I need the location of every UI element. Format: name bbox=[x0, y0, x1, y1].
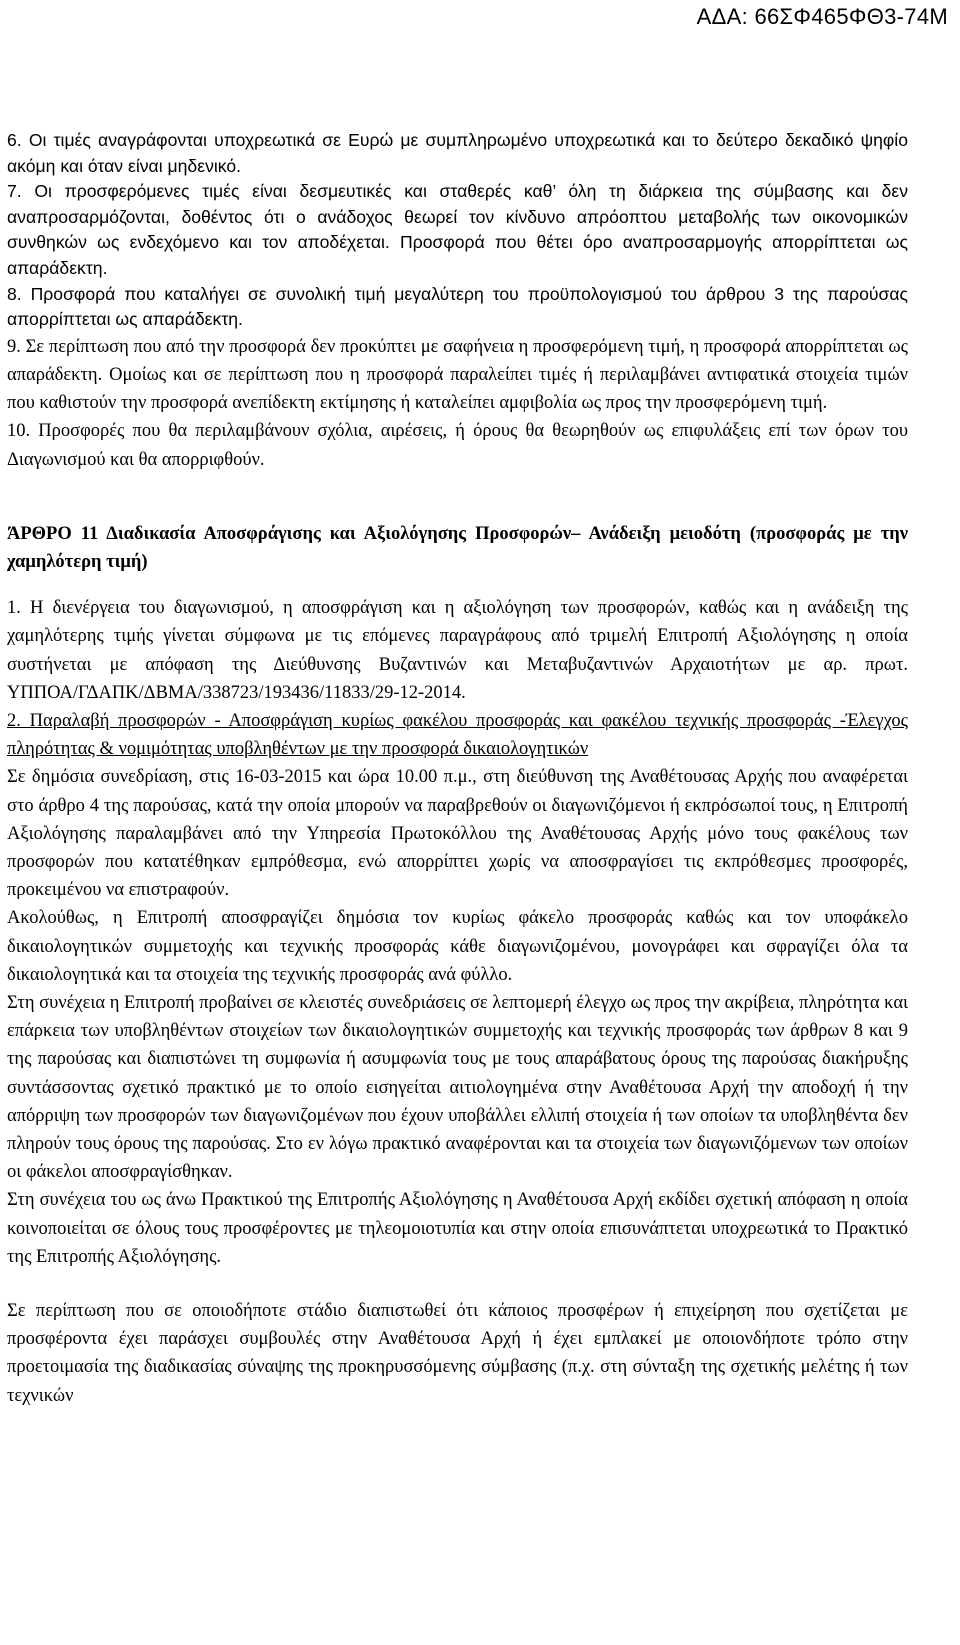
paragraph-2a: Σε δημόσια συνεδρίαση, στις 16-03-2015 και ώρα 10.00 π.μ., στη διεύθυνση της Αναθέτουσας Αρχής που αναφέρεται στο άρθρο 4 της παρούσας, κατά την οποία μπορούν να παραβρεθούν οι διαγωνιζόμενοι ή εκπρόσωποί τους, η Επιτροπή Αξιολόγησης παραλαμβάνει από την Υπηρεσία Πρωτοκόλλου της Αναθέτουσας Αρχής μόνο τους φακέλους των προσφορών που κατατέθηκαν εμπρόθεσμα, ενώ απορρίπτει χωρίς να αποσφραγίσει τις εκπρόθεσμες προσφορές, προκειμένου να επιστραφούν. bbox=[7, 767, 908, 901]
paragraph-1: 1. Η διενέργεια του διαγωνισμού, η αποσφράγιση και η αξιολόγηση των προσφορών, καθώς και η ανάδειξη της χαμηλότερης τιμής γίνεται σύμφωνα με τις επόμενες παραγράφους από τριμελή Επιτροπή Αξιολόγησης η οποία συστήνεται με απόφαση της Διεύθυνσης Βυζαντινών και Μεταβυζαντινών Αρχαιοτήτων με αρ. πρωτ. bbox=[7, 598, 908, 675]
item-8: 8. Προσφορά που καταλήγει σε συνολική τιμή μεγαλύτερη του προϋπολογισμού του άρθρου 3 της παρούσας απορρίπτεται ως απαράδεκτη. bbox=[7, 283, 908, 330]
item-10: 10. Προσφορές που θα περιλαμβάνουν σχόλια, αιρέσεις, ή όρους θα θεωρηθούν ως επιφυλάξεις επί των όρων του Διαγωνισμού και θα απορριφθούν. bbox=[7, 421, 908, 470]
paragraph-3: Σε περίπτωση που σε οποιοδήποτε στάδιο διαπιστωθεί ότι κάποιος προσφέρων ή επιχείρηση που σχετίζεται με προσφέροντα έχει παράσχει συμβουλές στην Αναθέτουσα Αρχή ή έχει εμπλακεί με οποιονδήποτε τρόπο στην προετοιμασία της διαδικασίας σύναψης της προκηρυσσόμενης σύμβασης (π.χ. στη σύνταξη της σχετικής μελέτης ή των τεχνικών bbox=[7, 1301, 908, 1406]
article-11-heading: ΆΡΘΡΟ 11 Διαδικασία Αποσφράγισης και Αξιολόγησης Προσφορών– Ανάδειξη μειοδότη (προσφοράς με την χαμηλότερη τιμή) bbox=[7, 523, 908, 572]
item-7: 7. Οι προσφερόμενες τιμές είναι δεσμευτικές και σταθερές καθ’ όλη τη διάρκεια της σύμβασης και δεν αναπροσαρμόζονται, δοθέντος ότι ο ανάδοχος θεωρεί τον κίνδυνο απρόοπτου μεταβολής των οικονομικών συνθηκών ως ενδεχόμενο και τον αποδέχεται. Προσφορά που θέτει όρο αναπροσαρμογής απορρίπτεται ως απαράδεκτη. bbox=[7, 181, 908, 278]
paragraph-2b: Ακολούθως, η Επιτροπή αποσφραγίζει δημόσια τον κυρίως φάκελο προσφοράς καθώς και τον υποφάκελο δικαιολογητικών συμμετοχής και τεχνικής προσφοράς κάθε διαγωνιζομένου, μονογράφει και σφραγίζει όλα τα δικαιολογητικά και τα στοιχεία της τεχνικής προσφοράς ανά φύλλο. bbox=[7, 908, 908, 985]
paragraph-2-title: 2. Παραλαβή προσφορών - Αποσφράγιση κυρίως φακέλου προσφοράς και φακέλου τεχνικής προσφοράς -Έλεγχος πληρότητας & νομιμότητας υποβληθέντων με την προσφορά δικαιολογητικών bbox=[7, 710, 908, 760]
item-9: 9. Σε περίπτωση που από την προσφορά δεν προκύπτει με σαφήνεια η προσφερόμενη τιμή, η προσφορά απορρίπτεται ως απαράδεκτη. Ομοίως και σε περίπτωση που η προσφορά παραλείπει τιμές ή περιλαμβάνει αντιφατικά στοιχεία τιμών που καθιστούν την προσφορά ανεπίδεκτη εκτίμησης ή καταλείπει αμφιβολία ως προς την προσφερόμενη τιμή. bbox=[7, 336, 908, 414]
paragraph-2c: Στη συνέχεια η Επιτροπή προβαίνει σε κλειστές συνεδριάσεις σε λεπτομερή έλεγχο ως προς την ακρίβεια, πληρότητα και επάρκεια των υποβληθέντων στοιχείων των δικαιολογητικών συμμετοχής και τεχνικής προσφοράς των άρθρων 8 και 9 της παρούσας και διαπιστώνει τη συμφωνία ή ασυμφωνία τους με τους απαράβατους όρους της παρούσας διακήρυξης συντάσσοντας σχετικό πρακτικό με το οποίο εισηγείται αιτιολογημένα στην Αναθέτουσα Αρχή την αποδοχή ή την απόρριψη των προσφορών των διαγωνιζομένων που έχουν υποβάλλει ελλιπή στοιχεία ή των οποίων τα υποβληθέντα δεν πληρούν τους όρους της παρούσας. Στο εν λόγω πρακτικό αναφέρονται και τα στοιχεία των διαγωνιζόμενων των οποίων οι φάκελοι αποσφραγίσθηκαν. bbox=[7, 993, 908, 1183]
document-page bbox=[7, 128, 908, 1410]
ada-document-id: ΑΔΑ: 66ΣΦ465ΦΘ3-74Μ bbox=[696, 4, 948, 29]
paragraph-1-reference: ΥΠΠΟΑ/ΓΔΑΠΚ/ΔΒΜΑ/338723/193436/11833/29-12-2014. bbox=[7, 682, 466, 703]
paragraph-2d: Στη συνέχεια του ως άνω Πρακτικού της Επιτροπής Αξιολόγησης η Αναθέτουσα Αρχή εκδίδει σχετική απόφαση η οποία κοινοποιείται σε όλους τους προσφέροντες με τηλεομοιοτυπία και στην οποία επισυνάπτεται υποχρεωτικά το Πρακτικό της Επιτροπής Αξιολόγησης. bbox=[7, 1190, 908, 1267]
item-6: 6. Οι τιμές αναγράφονται υποχρεωτικά σε Ευρώ με συμπληρωμένο υποχρεωτικά και το δεύτερο δεκαδικό ψηφίο ακόμη και όταν είναι μηδενικό. bbox=[7, 130, 908, 176]
